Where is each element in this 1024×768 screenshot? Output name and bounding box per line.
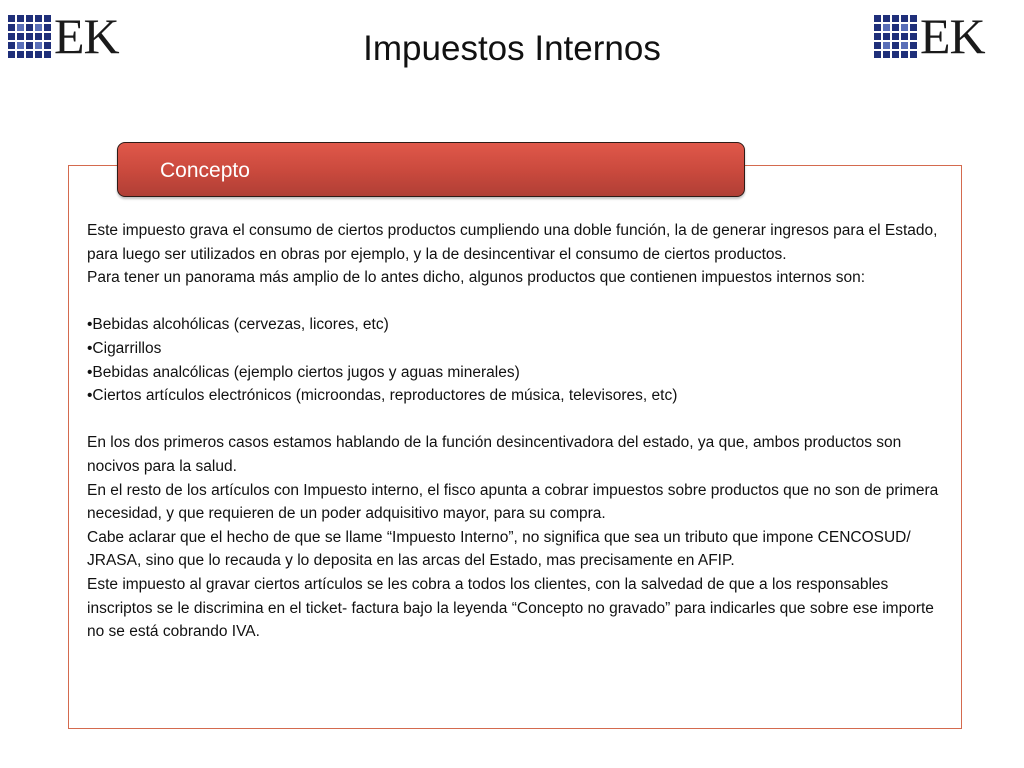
paragraph: Este impuesto al gravar ciertos artículos se les cobra a todos los clientes, con la salvedad de que a los responsables inscriptos se le discrimina en el ticket- factura bajo la leyenda “Concepto no gravado” para indicarles que sobre ese importe no se está cobrando IVA. [87, 575, 934, 641]
paragraph: Cabe aclarar que el hecho de que se llame “Impuesto Interno”, no significa que sea un tributo que impone CENCOSUD/ JRASA, sino que lo recauda y lo deposita en las arcas del Estado, mas precisamente en AFIP. [87, 528, 911, 570]
bullet-item: •Bebidas analcólicas (ejemplo ciertos jugos y aguas minerales) [87, 363, 520, 381]
section-header-concepto: Concepto [117, 142, 745, 197]
paragraph: En el resto de los artículos con Impuesto interno, el fisco apunta a cobrar impuestos sobre productos que no son de primera necesidad, y que requieren de un poder adquisitivo mayor, para su compra. [87, 481, 939, 523]
paragraph: Este impuesto grava el consumo de ciertos productos cumpliendo una doble función, la de generar ingresos para el Estado, para luego ser utilizados en obras por ejemplo, y la de desincentivar el consumo de ciertos productos. [87, 222, 938, 263]
ek-logo-letters: EK [54, 8, 119, 64]
page-title: Impuestos Internos [363, 29, 661, 68]
bullet-item: •Cigarrillos [87, 339, 162, 357]
body-text [87, 219, 945, 644]
paragraph: Para tener un panorama más amplio de lo antes dicho, algunos productos que contienen impuestos internos son: [87, 269, 866, 287]
ek-logo-letters: EK [920, 8, 985, 64]
bullet-item: •Bebidas alcohólicas (cervezas, licores, etc) [87, 316, 389, 334]
bullet-item: •Ciertos artículos electrónicos (microondas, reproductores de música, televisores, etc) [87, 387, 678, 405]
paragraph: En los dos primeros casos estamos hablando de la función desincentivadora del estado, ya que, ambos productos son nocivos para la salud. [87, 434, 902, 475]
